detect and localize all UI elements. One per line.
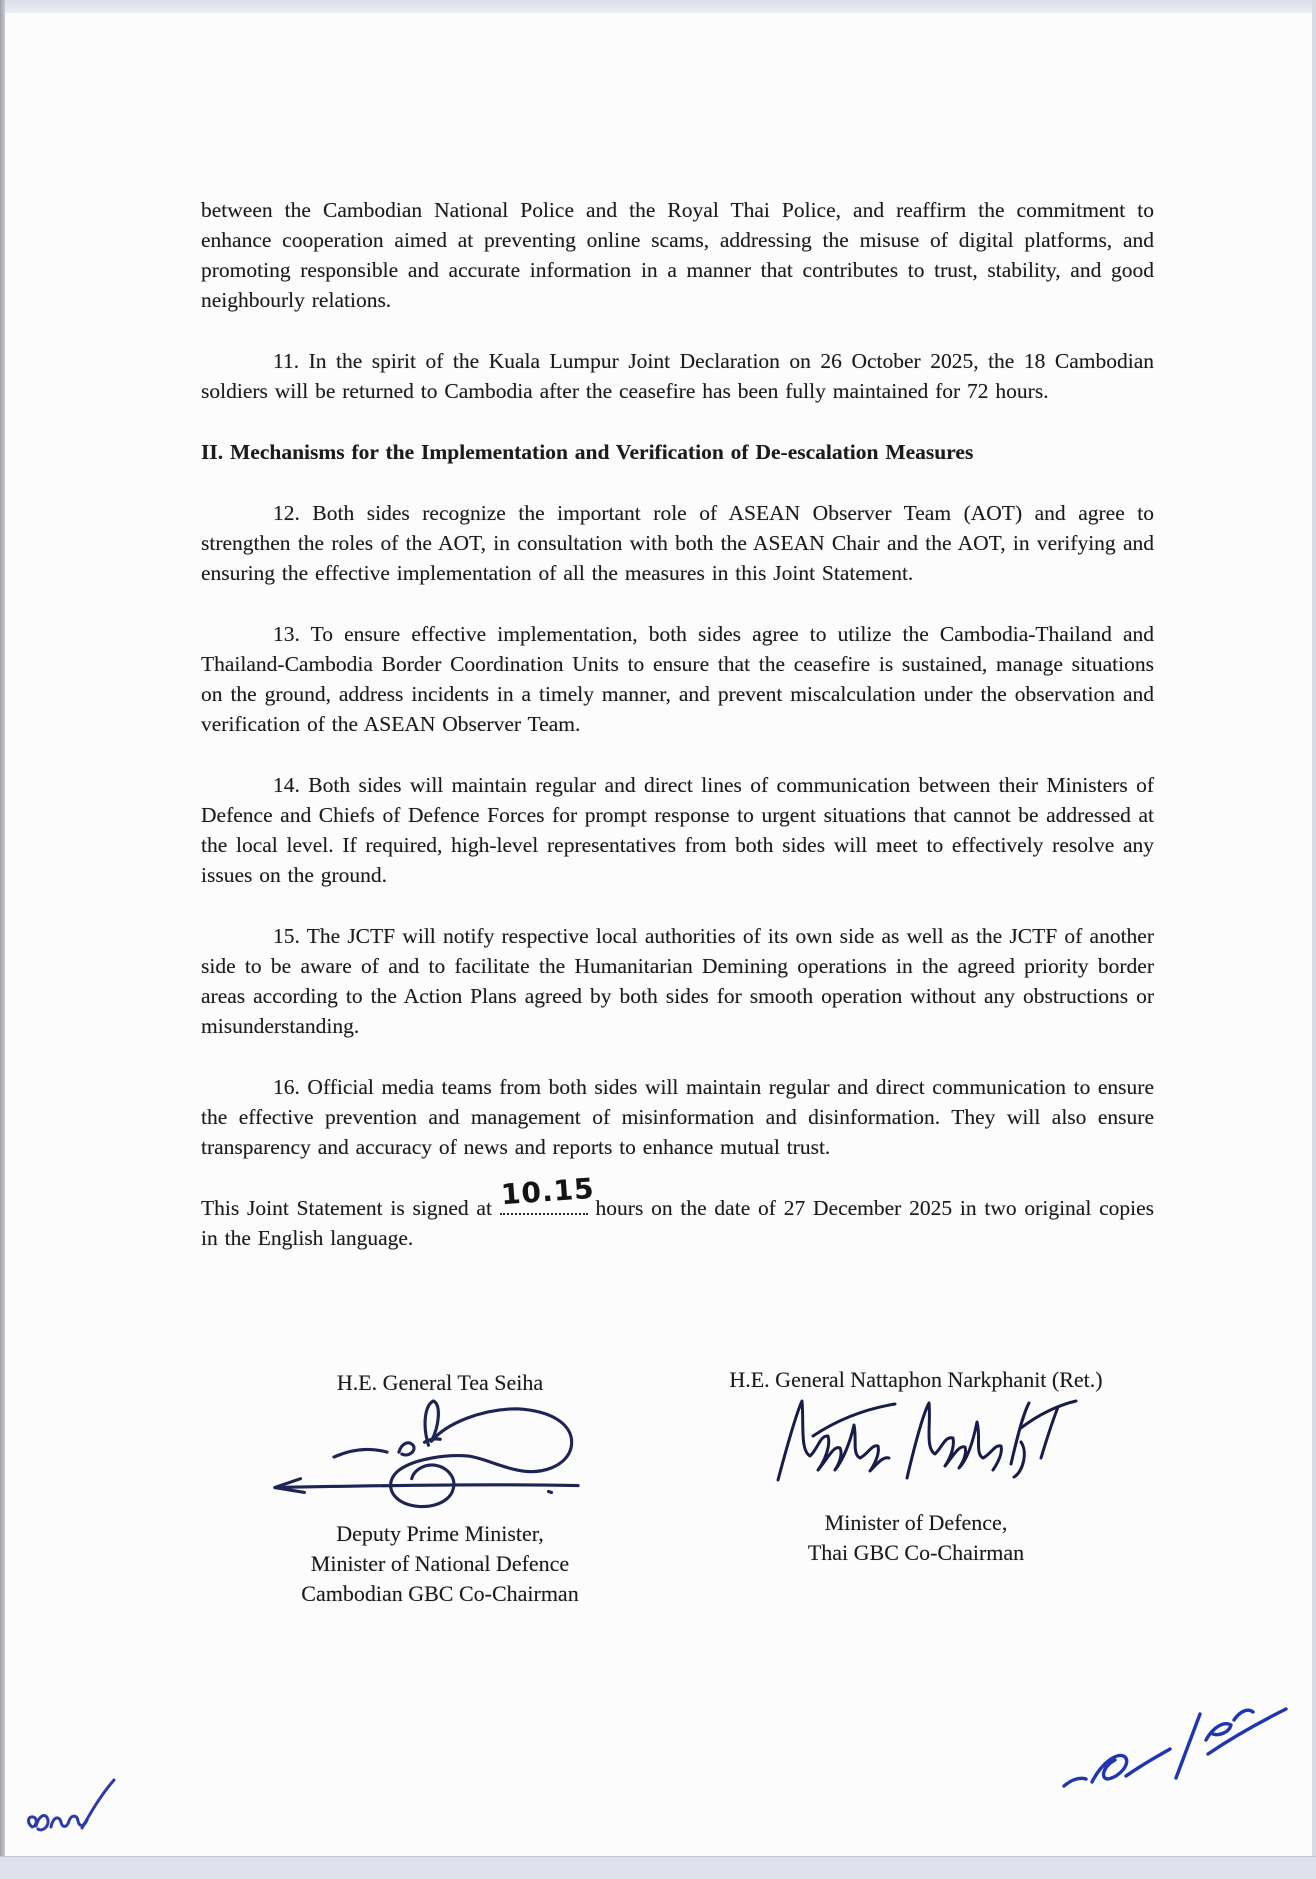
paragraph-intro: between the Cambodian National Police and the Royal Thai Police, and reaffirm the commitment to enhance cooperation aimed at preventing online scams, addressing the misuse of digital platforms, and promoting responsible and accurate information in a manner that contributes to trust, stability, and good neighbourly relations.	[201, 198, 1154, 312]
paragraph-14: 14. Both sides will maintain regular and direct lines of communication between their Ministers of Defence and Chiefs of Defence Forces for prompt response to urgent situations that cannot be addressed at the local level. If required, high-level representatives from both sides will meet to effectively resolve any issues on the ground.	[201, 773, 1154, 887]
closing-prefix: This Joint Statement is signed at	[201, 1196, 492, 1220]
paragraph-16: 16. Official media teams from both sides will maintain regular and direct communication to ensure the effective prevention and management of misinformation and disinformation. They will also ensure transparency and accuracy of news and reports to enhance mutual trust.	[201, 1075, 1154, 1159]
title-line: Minister of National Defence	[310, 1551, 570, 1576]
signatory-titles-left	[265, 1519, 615, 1609]
signatory-name-right: H.E. General Nattaphon Narkphanit (Ret.)	[729, 1367, 1103, 1392]
bottom-right-initials	[1056, 1692, 1296, 1814]
tea-seiha-signature	[250, 1396, 600, 1522]
dotted-leader	[499, 1171, 596, 1215]
title-line: Cambodian GBC Co-Chairman	[301, 1581, 579, 1606]
page-edge-bottom	[0, 1856, 1316, 1879]
paragraph-11: 11. In the spirit of the Kuala Lumpur Joint Declaration on 26 October 2025, the 18 Cambodian soldiers will be returned to Cambodia after the ceasefire has been fully maintained for 72 hours.	[201, 349, 1154, 403]
section-heading: II. Mechanisms for the Implementation and Verification of De-escalation Measures	[201, 440, 974, 464]
paragraph-12: 12. Both sides recognize the important role of ASEAN Observer Team (AOT) and agree to strengthen the roles of the AOT, in consultation with both the ASEAN Chair and the AOT, in verifying and ensuring the effective implementation of all the measures in this Joint Statement.	[201, 501, 1154, 585]
paragraph-15: 15. The JCTF will notify respective local authorities of its own side as well as the JCTF of another side to be aware of and to facilitate the Humanitarian Demining operations in the agreed priority border areas according to the Action Plans agreed by both sides for smooth operation without any obstructions or misunderstanding.	[201, 924, 1154, 1038]
signatory-titles-right	[700, 1508, 1132, 1568]
title-line: Minister of Defence,	[824, 1510, 1008, 1535]
page-edge-right	[1312, 0, 1316, 1879]
signatory-name-left: H.E. General Tea Seiha	[336, 1370, 544, 1395]
title-line: Deputy Prime Minister,	[336, 1521, 544, 1546]
page-edge-top	[0, 0, 1316, 13]
title-line: Thai GBC Co-Chairman	[807, 1540, 1025, 1565]
page-edge-left	[0, 0, 5, 1879]
nattaphon-signature	[770, 1392, 1082, 1488]
handwritten-time: 10.15	[499, 1171, 596, 1212]
closing-suffix: hours on the date of 27 December 2025 in two original copies in the English language.	[201, 1196, 1155, 1250]
bottom-left-initials	[24, 1774, 120, 1844]
paragraph-13: 13. To ensure effective implementation, both sides agree to utilize the Cambodia-Thailand and Thailand-Cambodia Border Coordination Units to ensure that the ceasefire is sustained, manage situations on the ground, address incidents in a timely manner, and prevent miscalculation under the observation and verification of the ASEAN Observer Team.	[201, 622, 1154, 736]
closing-statement	[201, 1171, 1155, 1253]
document-body	[201, 195, 1154, 1284]
